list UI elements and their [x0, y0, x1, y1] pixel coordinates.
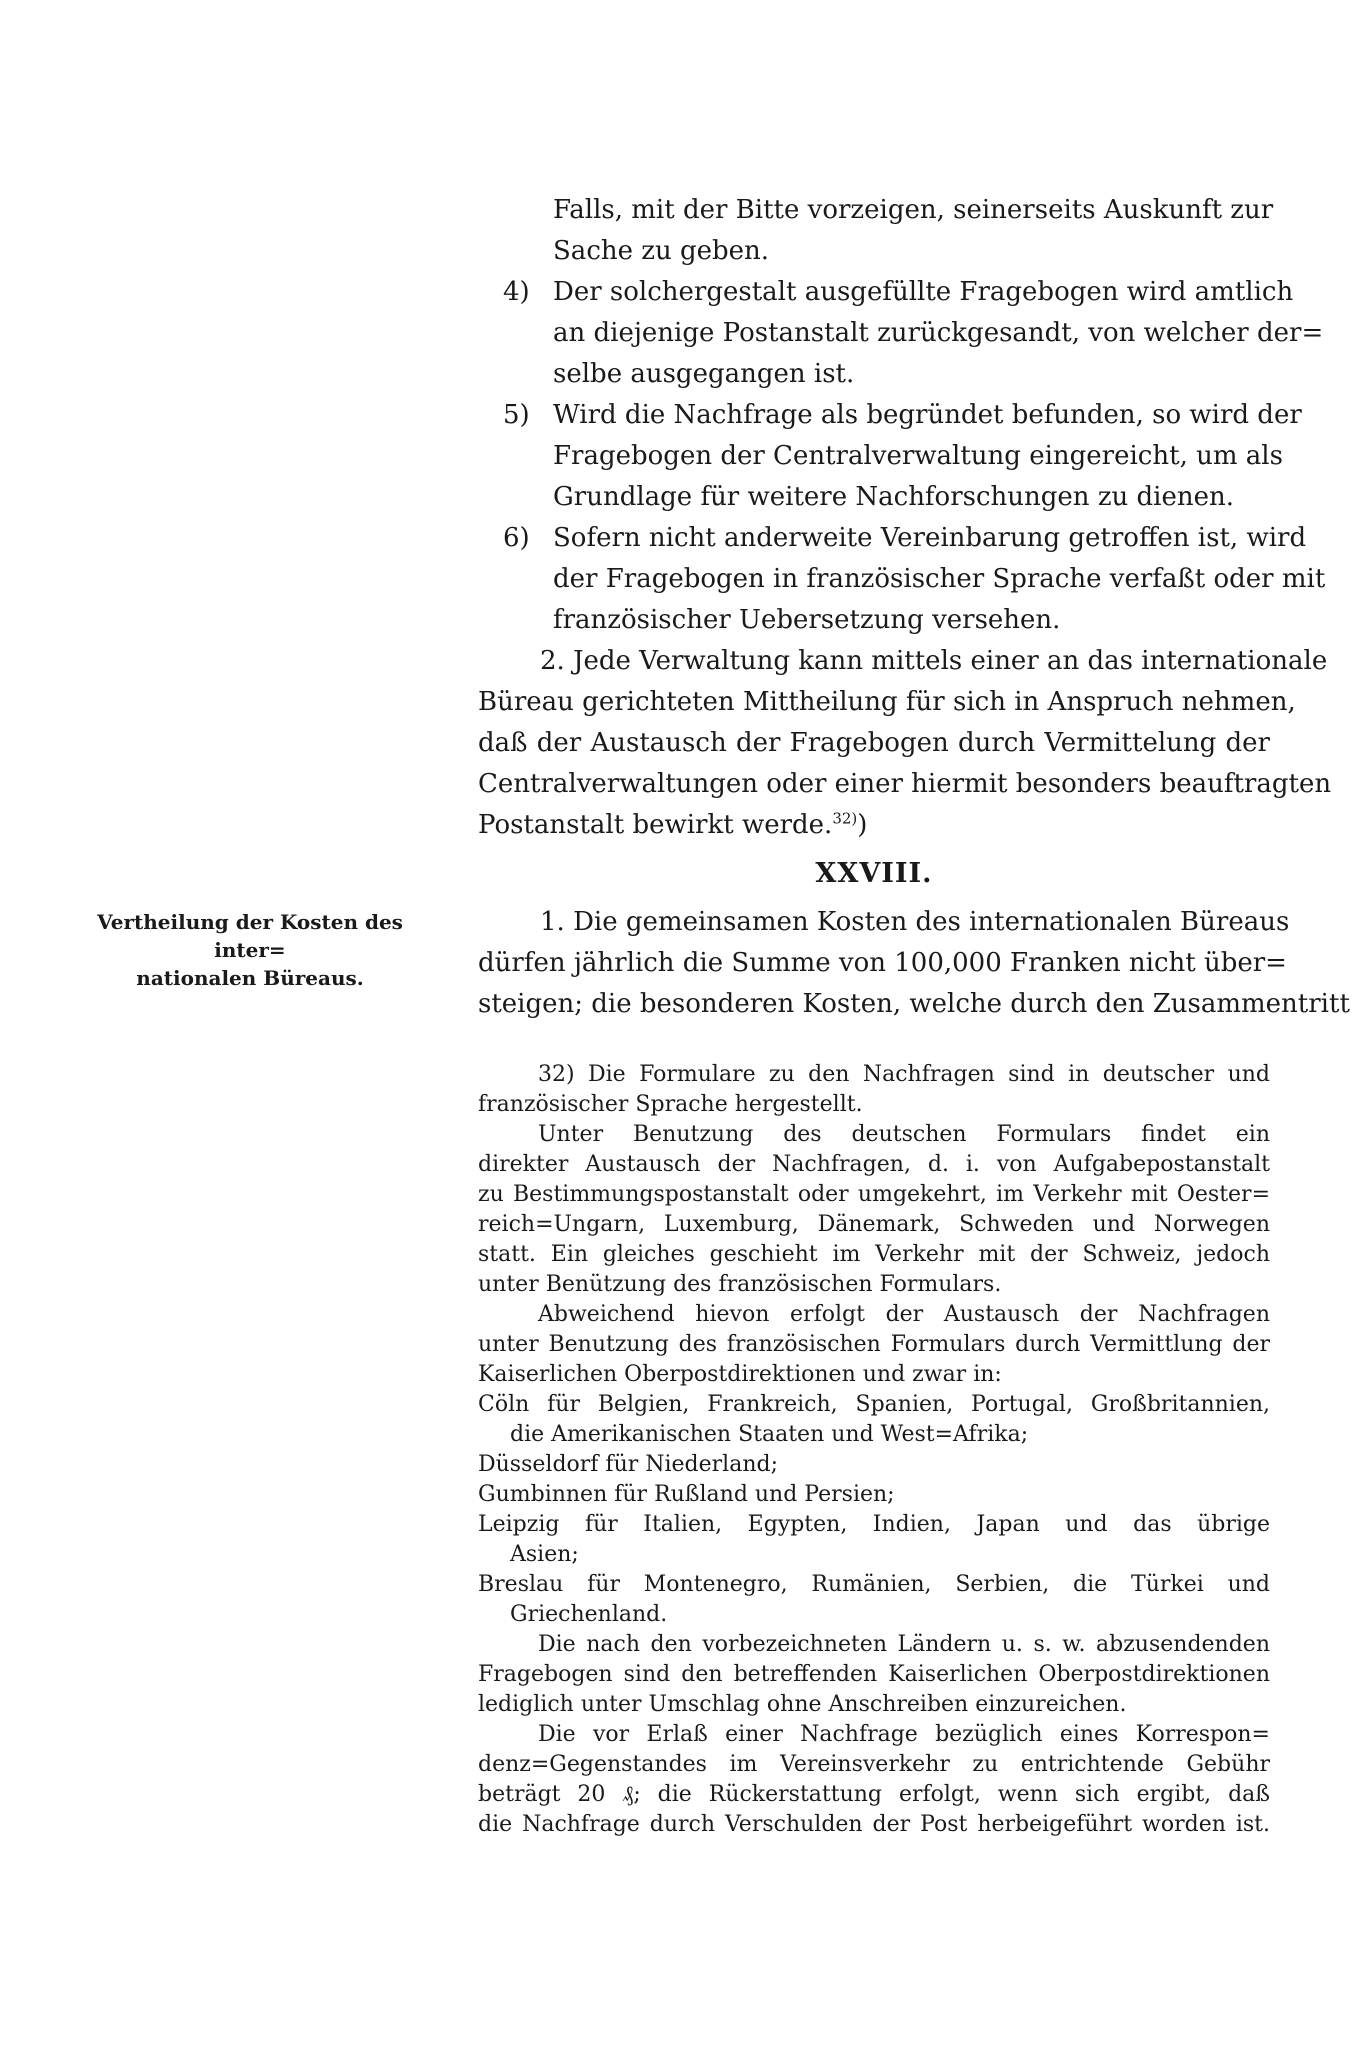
- footnote-line: Gumbinnen für Rußland und Persien;: [478, 1482, 895, 1507]
- text-line: an diejenige Postanstalt zurückgesandt, von welcher der=: [553, 318, 1324, 348]
- footnote-line: Griechenland.: [510, 1602, 668, 1627]
- footnote-line: die Nachfrage durch Verschulden der Post herbeigeführt worden ist.: [478, 1812, 1270, 1837]
- text-line: steigen; die besonderen Kosten, welche durch den Zusammentritt: [478, 989, 1350, 1019]
- numbered-item-4: 4) Der solchergestalt ausgefüllte Fragebogen wird amtlich: [503, 277, 1294, 307]
- section-heading: XXVIII.: [815, 858, 933, 889]
- text-line: dürfen jährlich die Summe von 100,000 Franken nicht über=: [478, 948, 1287, 978]
- section-text-block: [478, 902, 1350, 1025]
- footnote-line: direkter Austausch der Nachfragen, d. i. von Aufgabepostanstalt: [478, 1152, 1270, 1177]
- footnote-line: unter Benützung des französischen Formulars.: [478, 1272, 1002, 1297]
- text-line: der Fragebogen in französischer Sprache verfaßt oder mit: [553, 564, 1326, 594]
- text-line: Grundlage für weitere Nachforschungen zu dienen.: [553, 482, 1235, 512]
- footnote-block: [478, 1060, 1270, 1840]
- text-line: selbe ausgegangen ist.: [553, 359, 855, 389]
- margin-note-line: nationalen Büreaus.: [136, 966, 364, 990]
- footnote-line: die Amerikanischen Staaten und West=Afrika;: [510, 1422, 1029, 1447]
- text-line: Falls, mit der Bitte vorzeigen, seinerseits Auskunft zur: [553, 195, 1274, 225]
- footnote-line: Abweichend hievon erfolgt der Austausch der Nachfragen: [538, 1302, 1270, 1327]
- footnote-line: statt. Ein gleiches geschieht im Verkehr mit der Schweiz, jedoch: [478, 1242, 1270, 1267]
- footnote-line: beträgt 20 ₰; die Rückerstattung erfolgt, wenn sich ergibt, daß: [478, 1782, 1270, 1807]
- text-line: französischer Uebersetzung versehen.: [553, 605, 1061, 635]
- footnote-line: Düsseldorf für Niederland;: [478, 1452, 778, 1477]
- footnote-line: Leipzig für Italien, Egypten, Indien, Japan und das übrige: [478, 1512, 1270, 1537]
- top-text-block: [478, 190, 1332, 846]
- margin-note-line: Vertheilung der Kosten des inter=: [97, 910, 403, 962]
- text-line: Sache zu geben.: [553, 236, 770, 266]
- paragraph-2-start: 2. Jede Verwaltung kann mittels einer an das internationale: [540, 646, 1328, 676]
- footnote-line: lediglich unter Umschlag ohne Anschreiben einzureichen.: [478, 1692, 1127, 1717]
- footnote-line: Unter Benutzung des deutschen Formulars findet ein: [538, 1122, 1270, 1147]
- footnote-line: zu Bestimmungspostanstalt oder umgekehrt, im Verkehr mit Oester=: [478, 1182, 1270, 1207]
- footnote-line: 32) Die Formulare zu den Nachfragen sind in deutscher und: [538, 1062, 1270, 1087]
- footnote-line: Kaiserlichen Oberpostdirektionen und zwar in:: [478, 1362, 1002, 1387]
- footnote-line: unter Benutzung des französischen Formulars durch Vermittlung der: [478, 1332, 1270, 1357]
- text-line: Fragebogen der Centralverwaltung eingereicht, um als: [553, 441, 1283, 471]
- footnote-reference: 32): [832, 809, 858, 828]
- text-line: daß der Austausch der Fragebogen durch Vermittelung der: [478, 728, 1270, 758]
- footnote-line: Fragebogen sind den betreffenden Kaiserlichen Oberpostdirektionen: [478, 1662, 1270, 1687]
- numbered-item-6: 6) Sofern nicht anderweite Vereinbarung getroffen ist, wird: [503, 523, 1307, 553]
- text-line: Postanstalt bewirkt werde.$^{32)}$): [478, 809, 868, 840]
- footnote-line: Die vor Erlaß einer Nachfrage bezüglich eines Korrespon=: [538, 1722, 1270, 1747]
- text-line: Büreau gerichteten Mittheilung für sich in Anspruch nehmen,: [478, 687, 1296, 717]
- footnote-line: französischer Sprache hergestellt.: [478, 1092, 863, 1117]
- footnote-line: Asien;: [510, 1542, 579, 1567]
- footnote-line: Cöln für Belgien, Frankreich, Spanien, Portugal, Großbritannien,: [478, 1392, 1270, 1417]
- footnote-line: Breslau für Montenegro, Rumänien, Serbien, die Türkei und: [478, 1572, 1270, 1597]
- numbered-item-5: 5) Wird die Nachfrage als begründet befunden, so wird der: [503, 400, 1302, 430]
- text-line: Centralverwaltungen oder einer hiermit besonders beauftragten: [478, 769, 1332, 799]
- footnote-line: Die nach den vorbezeichneten Ländern u. s. w. abzusendenden: [538, 1632, 1270, 1657]
- text-line: 1. Die gemeinsamen Kosten des internationalen Büreaus: [540, 907, 1290, 937]
- footnote-line: reich=Ungarn, Luxemburg, Dänemark, Schweden und Norwegen: [478, 1212, 1270, 1237]
- footnote-line: denz=Gegenstandes im Vereinsverkehr zu entrichtende Gebühr: [478, 1752, 1270, 1777]
- margin-note: [80, 908, 420, 992]
